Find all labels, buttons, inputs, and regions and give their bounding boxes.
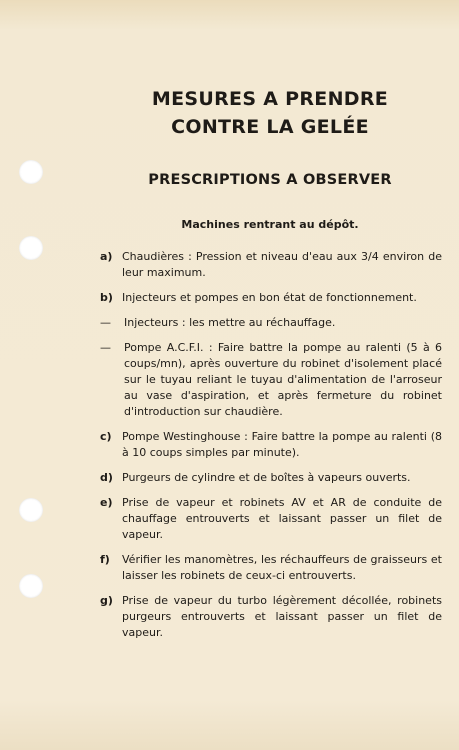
item-marker: b) <box>100 291 113 304</box>
page-title <box>120 85 420 141</box>
list-item-e <box>100 495 442 543</box>
item-text: Prise de vapeur et robinets AV et AR de conduite de chauffage entrouverts et laissant passer un filet de vapeur. <box>122 496 442 541</box>
binder-hole <box>19 160 43 184</box>
item-text: Prise de vapeur du turbo légèrement décollée, robinets purgeurs entrouverts et laissant passer un filet de vapeur. <box>122 594 442 639</box>
instruction-list <box>100 249 442 650</box>
item-marker: d) <box>100 471 113 484</box>
item-text: Pompe A.C.F.I. : Faire battre la pompe au ralenti (5 à 6 coups/mn), après ouverture du robinet d'isolement placé sur le tuyau reliant le tuyau d'alimentation de l'arroseur au vase d'aspiration, et après fermeture du robinet d'introduction sur chaudière. <box>124 341 442 418</box>
item-text: Chaudières : Pression et niveau d'eau aux 3/4 environ de leur maximum. <box>122 250 442 279</box>
binder-hole <box>19 236 43 260</box>
binder-hole <box>19 498 43 522</box>
title-line-1: MESURES A PRENDRE <box>151 88 389 110</box>
list-item-b <box>100 290 442 306</box>
title-line-2: CONTRE LA GELÉE <box>171 116 369 138</box>
item-text: Injecteurs : les mettre au réchauffage. <box>124 316 336 329</box>
list-item-pompe-acfi <box>100 340 442 420</box>
list-item-d <box>100 470 442 486</box>
item-text: Purgeurs de cylindre et de boîtes à vapeurs ouverts. <box>122 471 411 484</box>
item-marker: c) <box>100 430 112 443</box>
list-item-g <box>100 593 442 641</box>
list-item-a <box>100 249 442 281</box>
binder-hole <box>19 574 43 598</box>
item-marker: f) <box>100 553 110 566</box>
item-text: Pompe Westinghouse : Faire battre la pompe au ralenti (8 à 10 coups simples par minute). <box>122 430 442 459</box>
page-subtitle: PRESCRIPTIONS A OBSERVER <box>148 172 392 188</box>
item-marker: — <box>100 341 111 354</box>
item-text: Injecteurs et pompes en bon état de fonctionnement. <box>122 291 417 304</box>
item-marker: a) <box>100 250 113 263</box>
item-marker: — <box>100 316 111 329</box>
section-heading: Machines rentrant au dépôt. <box>181 218 359 231</box>
item-marker: e) <box>100 496 113 509</box>
item-text: Vérifier les manomètres, les réchauffeurs de graisseurs et laisser les robinets de ceux-ci entrouverts. <box>122 553 442 582</box>
list-item-f <box>100 552 442 584</box>
list-item-c <box>100 429 442 461</box>
list-item-injecteurs <box>100 315 442 331</box>
item-marker: g) <box>100 594 113 607</box>
